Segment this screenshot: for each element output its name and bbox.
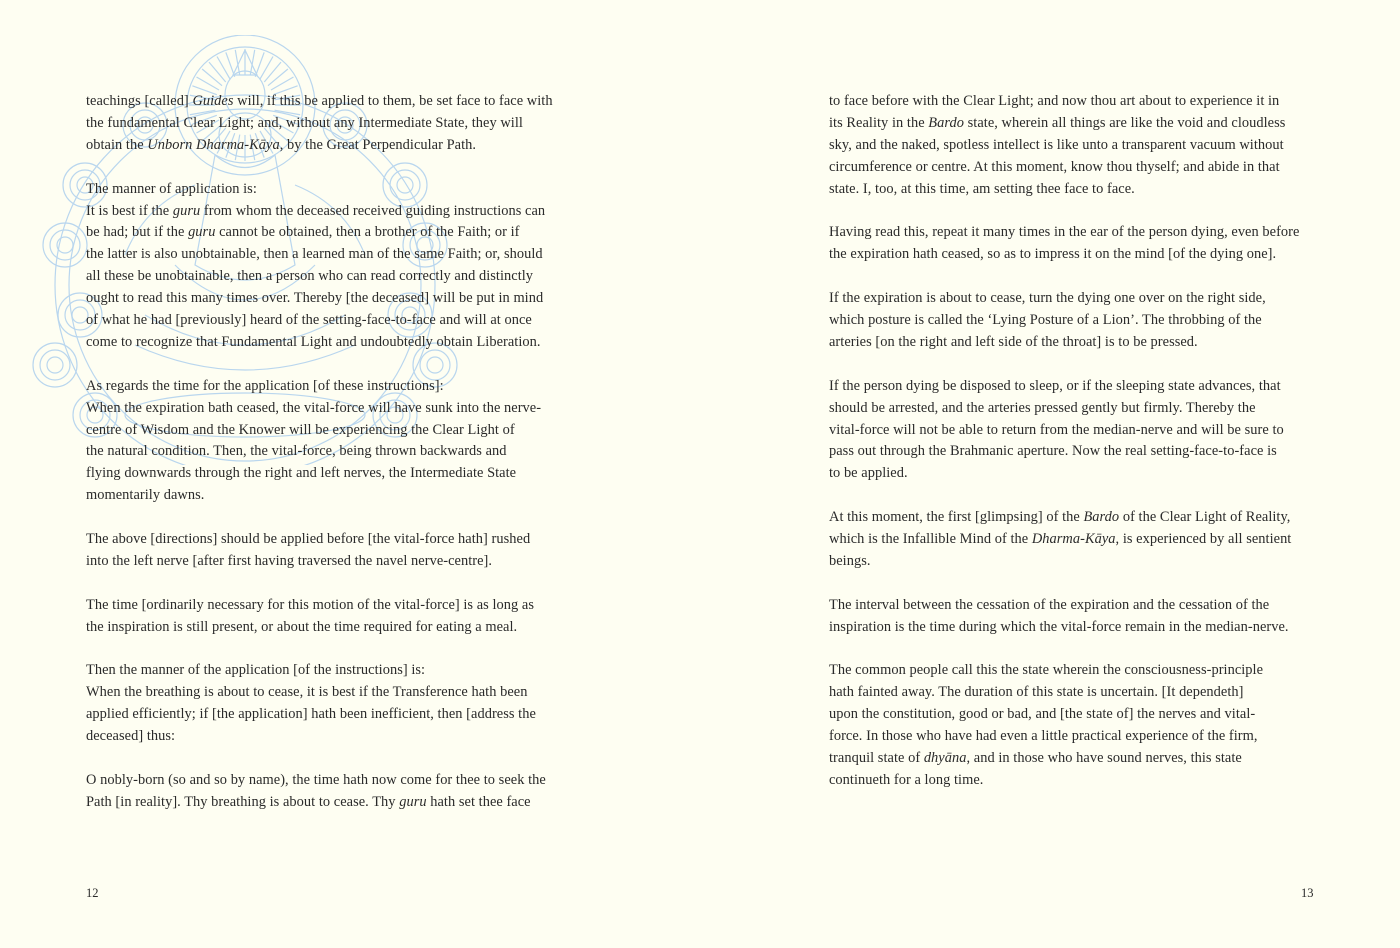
text-line: Having read this, repeat it many times in the ear of the person dying, even before	[829, 224, 1300, 241]
right-paragraph	[829, 595, 1329, 639]
left-paragraph	[86, 91, 586, 157]
text-line: The manner of application is:	[86, 180, 257, 197]
text-line: of what he had [previously] heard of the setting-face-to-face and will at once	[86, 312, 532, 329]
text-line: pass out through the Brahmanic aperture. Now the real setting-face-to-face is	[829, 443, 1277, 460]
text-line: As regards the time for the application [of these instructions]:	[86, 377, 444, 394]
right-page-text	[829, 91, 1329, 814]
text-line: its Reality in the Bardo state, wherein all things are like the void and cloudless	[829, 114, 1286, 131]
right-paragraph	[829, 91, 1329, 201]
text-line: If the expiration is about to cease, turn the dying one over on the right side,	[829, 290, 1266, 307]
text-line: The above [directions] should be applied before [the vital-force hath] rushed	[86, 531, 531, 548]
left-paragraph	[86, 376, 586, 507]
left-paragraph	[86, 595, 586, 639]
text-line: deceased] thus:	[86, 728, 176, 745]
text-line: all these be unobtainable, then a person who can read correctly and distinctly	[86, 268, 534, 285]
right-paragraph	[829, 222, 1329, 266]
right-paragraph	[829, 660, 1329, 791]
text-line: At this moment, the first [glimpsing] of the Bardo of the Clear Light of Reality,	[829, 509, 1291, 526]
text-line: The time [ordinarily necessary for this motion of the vital-force] is as long as	[86, 596, 534, 613]
text-line: inspiration is the time during which the vital-force remain in the median-nerve.	[829, 618, 1289, 635]
text-line: circumference or centre. At this moment, know thou thyself; and abide in that	[829, 158, 1280, 175]
text-line: O nobly-born (so and so by name), the time hath now come for thee to seek the	[86, 772, 546, 788]
left-paragraph	[86, 770, 586, 814]
right-page	[700, 0, 1400, 948]
text-line: the fundamental Clear Light; and, without any Intermediate State, they will	[86, 114, 523, 131]
text-line: to face before with the Clear Light; and now thou art about to experience it in	[829, 93, 1280, 109]
text-line: applied efficiently; if [the application] hath been inefficient, then [address the	[86, 706, 536, 723]
text-line: should be arrested, and the arteries pressed gently but firmly. Thereby the	[829, 399, 1256, 416]
text-line: sky, and the naked, spotless intellect is like unto a transparent vacuum without	[829, 136, 1284, 153]
left-paragraph	[86, 529, 586, 573]
text-line: When the expiration bath ceased, the vital-force will have sunk into the nerve-	[86, 399, 542, 416]
text-line: It is best if the guru from whom the deceased received guiding instructions can	[86, 202, 546, 219]
text-line: The common people call this the state wherein the consciousness-principle	[829, 662, 1264, 679]
right-paragraph	[829, 376, 1329, 486]
text-line: the latter is also unobtainable, then a learned man of the same Faith; or, should	[86, 246, 543, 263]
text-line: the inspiration is still present, or about the time required for eating a meal.	[86, 618, 518, 635]
text-line: The interval between the cessation of the expiration and the cessation of the	[829, 596, 1270, 613]
text-line: vital-force will not be able to return from the median-nerve and will be sure to	[829, 421, 1284, 438]
text-line: continueth for a long time.	[829, 772, 984, 788]
text-line: If the person dying be disposed to sleep, or if the sleeping state advances, that	[829, 377, 1281, 394]
text-line: which posture is called the ‘Lying Posture of a Lion’. The throbbing of the	[829, 312, 1262, 329]
text-line: arteries [on the right and left side of the throat] is to be pressed.	[829, 333, 1198, 350]
text-line: hath fainted away. The duration of this state is uncertain. [It dependeth]	[829, 684, 1244, 701]
text-line: flying downwards through the right and left nerves, the Intermediate State	[86, 465, 517, 482]
left-paragraph	[86, 660, 586, 748]
text-line: teachings [called] Guides will, if this be applied to them, be set face to face with	[86, 93, 553, 109]
page-number-left: 12	[86, 886, 99, 900]
text-line: the natural condition. Then, the vital-force, being thrown backwards and	[86, 443, 507, 460]
text-line: momentarily dawns.	[86, 487, 205, 504]
text-line: upon the constitution, good or bad, and [the state of] the nerves and vital-	[829, 706, 1256, 723]
right-paragraph	[829, 507, 1329, 573]
text-line: centre of Wisdom and the Knower will be experiencing the Clear Light of	[86, 421, 515, 438]
text-line: into the left nerve [after first having traversed the navel nerve-centre].	[86, 552, 493, 569]
text-line: ought to read this many times over. Thereby [the deceased] will be put in mind	[86, 290, 544, 307]
page-number-right: 13	[1301, 886, 1314, 900]
text-line: which is the Infallible Mind of the Dharma-Kāya, is experienced by all sentient	[829, 531, 1292, 548]
text-line: tranquil state of dhyāna, and in those who have sound nerves, this state	[829, 750, 1242, 767]
text-line: obtain the Unborn Dharma-Kāya, by the Great Perpendicular Path.	[86, 136, 477, 153]
text-line: beings.	[829, 552, 871, 569]
right-paragraph	[829, 288, 1329, 354]
text-line: come to recognize that Fundamental Light and undoubtedly obtain Liberation.	[86, 333, 541, 350]
text-line: state. I, too, at this time, am setting thee face to face.	[829, 180, 1135, 197]
text-line: Then the manner of the application [of the instructions] is:	[86, 662, 426, 679]
text-line: Path [in reality]. Thy breathing is about to cease. Thy guru hath set thee face	[86, 793, 531, 810]
text-line: to be applied.	[829, 465, 908, 482]
left-page-text	[86, 91, 586, 836]
text-line: force. In those who have had even a little practical experience of the firm,	[829, 728, 1258, 745]
text-line: be had; but if the guru cannot be obtained, then a brother of the Faith; or if	[86, 224, 520, 241]
left-paragraph	[86, 179, 586, 354]
text-line: When the breathing is about to cease, it is best if the Transference hath been	[86, 684, 528, 701]
text-line: the expiration hath ceased, so as to impress it on the mind [of the dying one].	[829, 246, 1277, 263]
